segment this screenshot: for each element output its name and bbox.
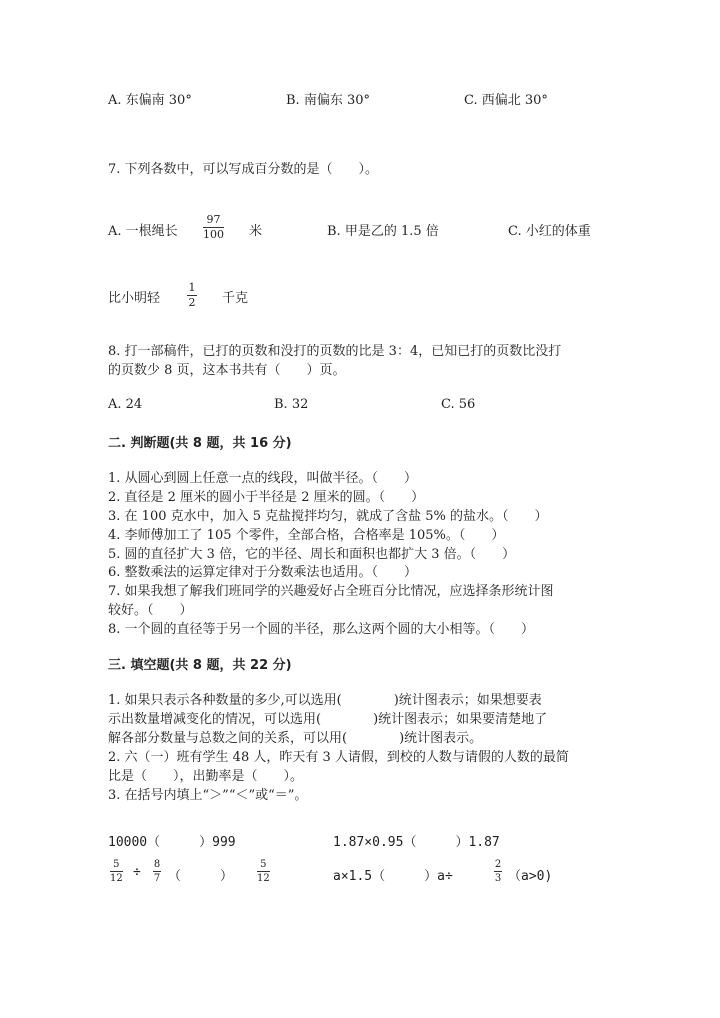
compare-fraction-3 (257, 859, 270, 884)
compare-fraction-1 (110, 859, 123, 884)
q7-option-c-unit: 千克 (222, 291, 249, 306)
q8-option-a: A. 24 (108, 397, 143, 412)
fraction-numerator: 5 (260, 859, 267, 870)
fraction-numerator: 2 (494, 859, 502, 870)
q7-option-c: C. 小红的体重 (508, 224, 591, 239)
q6-option-a: A. 东偏南 30° (108, 93, 192, 108)
list-item: 4. 李师傅加工了 105 个零件，全部合格，合格率是 105%。（ ） (108, 528, 505, 543)
list-item: 示出数量增减变化的情况，可以选用( )统计图表示；如果要清楚地了 (108, 712, 548, 727)
q7-stem: 7. 下列各数中，可以写成百分数的是（ ）。 (108, 162, 379, 177)
list-item: 解各部分数量与总数之间的关系，可以用( )统计图表示。 (108, 731, 483, 746)
fraction-denominator: 100 (203, 228, 224, 241)
q7-option-c-continued: 比小明轻 (108, 291, 161, 306)
fraction-bar (257, 871, 270, 872)
fraction-numerator: 5 (113, 859, 120, 870)
q8-option-c: C. 56 (441, 397, 476, 412)
q7-option-c-fraction (187, 282, 197, 309)
fraction-bar (110, 871, 123, 872)
q7-option-a-unit: 米 (249, 224, 263, 239)
compare-fraction-4 (494, 859, 502, 884)
compare-row1-left: 10000（ ）999 (108, 835, 236, 850)
fraction-numerator: 97 (206, 213, 221, 226)
q8-option-b: B. 32 (274, 397, 309, 412)
compare-row1-right: 1.87×0.95（ ）1.87 (333, 835, 500, 850)
list-item: 6. 整数乘法的运算定律对于分数乘法也适用。（ ） (108, 565, 418, 580)
q7-option-a-fraction (203, 214, 224, 241)
fraction-denominator: 2 (188, 296, 196, 309)
fraction-denominator: 12 (110, 873, 123, 884)
fraction-numerator: 1 (188, 281, 196, 294)
compare-row2-right-suffix: （a>0) (508, 869, 553, 884)
q8-stem-line2: 的页数少 8 页，这本书共有（ ）页。 (108, 363, 346, 378)
fraction-denominator: 12 (257, 873, 270, 884)
list-item: 比是（ ），出勤率是（ ）。 (108, 769, 304, 784)
fraction-denominator: 7 (153, 873, 161, 884)
list-item: 2. 六（一）班有学生 48 人，昨天有 3 人请假，到校的人数与请假的人数的最简 (108, 750, 569, 765)
fraction-bar (153, 871, 161, 872)
list-item: 1. 如果只表示各种数量的多少,可以选用( )统计图表示；如果想要表 (108, 693, 542, 708)
section2-title: 二. 判断题(共 8 题，共 16 分) (108, 436, 292, 451)
list-item: 3. 在括号内填上“＞”“＜”或“＝”。 (108, 788, 308, 803)
q6-option-c: C. 西偏北 30° (464, 93, 548, 108)
list-item: 1. 从圆心到圆上任意一点的线段，叫做半径。（ ） (108, 471, 418, 486)
fraction-numerator: 8 (153, 859, 161, 870)
list-item: 较好。（ ） (108, 603, 193, 618)
compare-divide-sign: ÷ (133, 865, 141, 880)
list-item: 2. 直径是 2 厘米的圆小于半径是 2 厘米的圆。（ ） (108, 490, 425, 505)
compare-row2-blank: （ ） (168, 869, 234, 884)
list-item: 3. 在 100 克水中，加入 5 克盐搅拌均匀，就成了含盐 5% 的盐水。（ ） (108, 509, 548, 524)
q6-option-b: B. 南偏东 30° (286, 93, 370, 108)
section3-title: 三. 填空题(共 8 题，共 22 分) (108, 658, 292, 673)
compare-fraction-2 (153, 859, 161, 884)
fraction-bar (494, 871, 502, 872)
q7-option-a-prefix: A. 一根绳长 (108, 224, 178, 239)
list-item: 8. 一个圆的直径等于另一个圆的半径，那么这两个圆的大小相等。（ ） (108, 622, 535, 637)
fraction-denominator: 3 (494, 873, 502, 884)
list-item: 5. 圆的直径扩大 3 倍，它的半径、周长和面积也都扩大 3 倍。（ ） (108, 547, 516, 562)
compare-row2-right-prefix: a×1.5（ ）a÷ (333, 869, 453, 884)
q8-stem-line1: 8. 打一部稿件，已打的页数和没打的页数的比是 3：4，已知已打的页数比没打 (108, 344, 562, 359)
list-item: 7. 如果我想了解我们班同学的兴趣爱好占全班百分比情况，应选择条形统计图 (108, 584, 554, 599)
q7-option-b: B. 甲是乙的 1.5 倍 (327, 224, 439, 239)
